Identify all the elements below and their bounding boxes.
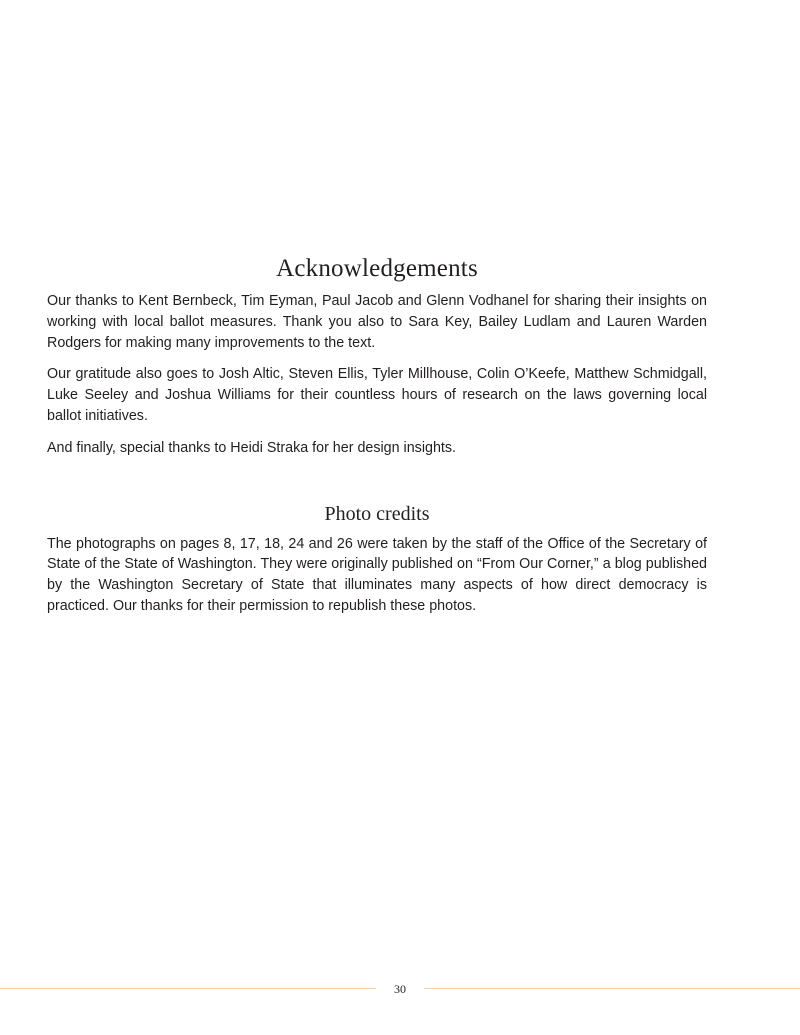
photo-credits-heading: Photo credits	[324, 502, 430, 525]
acknowledgements-heading: Acknowledgements	[276, 255, 478, 282]
photo-credits-paragraph: The photographs on pages 8, 17, 18, 24 and 26 were taken by the staff of the Office of the Secretary of State of the State of Washington. They were originally published on “From Our Corner,” a blog published by the Washington Secretary of State that illuminates many aspects of how direct democracy is practiced. Our thanks for their permission to republish these photos.	[47, 535, 707, 614]
footer-rule-left	[0, 988, 376, 989]
footer-rule-right	[424, 988, 800, 989]
acknowledgements-paragraph: Our thanks to Kent Bernbeck, Tim Eyman, Paul Jacob and Glenn Vodhanel for sharing their insights on working with local ballot measures. Thank you also to Sara Key, Bailey Ludlam and Lauren Warden Rodgers for making many improvements to the text.	[47, 293, 707, 351]
page-content	[47, 255, 707, 628]
acknowledgements-paragraph: And finally, special thanks to Heidi Straka for her design insights.	[47, 439, 456, 456]
acknowledgements-paragraph: Our gratitude also goes to Josh Altic, Steven Ellis, Tyler Millhouse, Colin O’Keefe, Matthew Schmidgall, Luke Seeley and Joshua Williams for their countless hours of research on the laws governing local ballot initiatives.	[47, 366, 707, 424]
page-footer	[0, 979, 800, 999]
page-number: 30	[394, 982, 406, 996]
